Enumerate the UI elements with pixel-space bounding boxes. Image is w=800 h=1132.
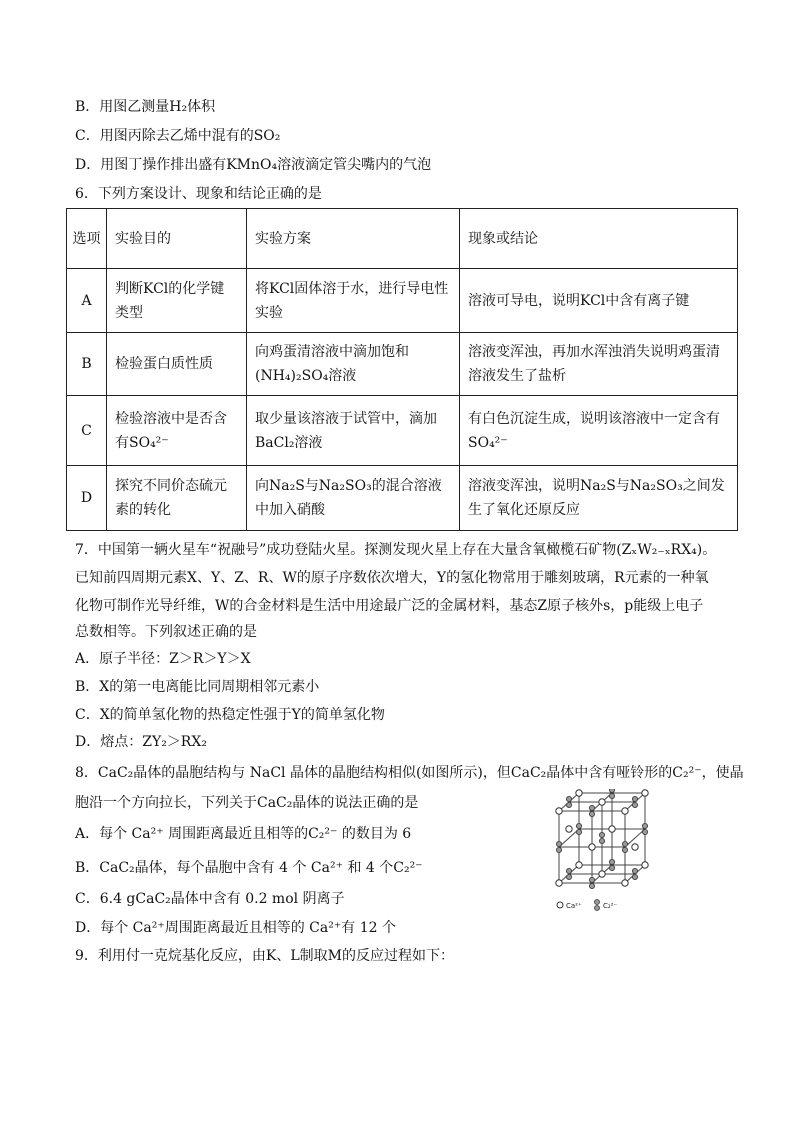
line-q9: 9．利用付一克烷基化反应，由K、L制取M的反应过程如下： bbox=[75, 948, 454, 964]
table-cell: 有白色沉淀生成，说明该溶液中一定含有SO₄²⁻ bbox=[460, 396, 738, 466]
table-header-cell: 现象或结论 bbox=[460, 209, 738, 269]
table-cell: 检验溶液中是否含有SO₄²⁻ bbox=[107, 396, 247, 466]
table-cell: 将KCl固体溶于水，进行导电性实验 bbox=[247, 269, 460, 333]
line-q7-4: 总数相等。下列叙述正确的是 bbox=[75, 624, 257, 640]
table-row bbox=[67, 269, 738, 333]
table-cell: 向Na₂S与Na₂SO₃的混合溶液中加入硝酸 bbox=[247, 466, 460, 531]
experiment-table bbox=[66, 208, 738, 531]
line-q7-2: 已知前四周期元素X、Y、Z、R、W的原子序数依次增大，Y的氢化物常用于雕刻玻璃，R元素的一种氧 bbox=[75, 570, 709, 586]
table-header-cell: 选项 bbox=[67, 209, 107, 269]
option-7a: A．原子半径：Z＞R＞Y＞X bbox=[75, 651, 251, 667]
table-cell: B bbox=[67, 333, 107, 396]
table-cell: 检验蛋白质性质 bbox=[107, 333, 247, 396]
table-row bbox=[67, 333, 738, 396]
table-header-cell: 实验方案 bbox=[247, 209, 460, 269]
legend-c2-label: C₂²⁻ bbox=[603, 902, 618, 910]
table-cell: 溶液变浑浊，再加水浑浊消失说明鸡蛋清溶液发生了盐析 bbox=[460, 333, 738, 396]
line-q5d: D．用图丁操作排出盛有KMnO₄溶液滴定管尖嘴内的气泡 bbox=[75, 157, 432, 173]
table-cell: C bbox=[67, 396, 107, 466]
line-q5c: C．用图丙除去乙烯中混有的SO₂ bbox=[75, 128, 281, 144]
line-q7-1: 7．中国第一辆火星车“祝融号”成功登陆火星。探测发现火星上存在大量含氧橄榄石矿物(ZₓW₂₋ₓRX₄)。 bbox=[75, 542, 717, 558]
cac2-unit-cell-figure bbox=[553, 789, 653, 914]
table-cell: 向鸡蛋清溶液中滴加饱和(NH₄)₂SO₄溶液 bbox=[247, 333, 460, 396]
table-row bbox=[67, 466, 738, 531]
table-cell: 溶液变浑浊，说明Na₂S与Na₂SO₃之间发生了氧化还原反应 bbox=[460, 466, 738, 531]
option-7c: C．X的简单氢化物的热稳定性强于Y的简单氢化物 bbox=[75, 707, 385, 723]
option-8a: A．每个 Ca²⁺ 周围距离最近且相等的C₂²⁻ 的数目为 6 bbox=[75, 826, 412, 842]
table-cell: A bbox=[67, 269, 107, 333]
table-cell: D bbox=[67, 466, 107, 531]
option-7d: D．熔点：ZY₂＞RX₂ bbox=[75, 734, 207, 750]
line-q8-1: 8．CaC₂晶体的晶胞结构与 NaCl 晶体的晶胞结构相似(如图所示)，但CaC₂晶体中含有哑铃形的C₂²⁻，使晶 bbox=[75, 765, 744, 781]
option-8d: D．每个 Ca²⁺周围距离最近且相等的 Ca²⁺有 12 个 bbox=[75, 920, 396, 936]
line-q6: 6．下列方案设计、现象和结论正确的是 bbox=[75, 186, 322, 202]
legend-ca-label: Ca²⁺ bbox=[566, 902, 582, 910]
line-q8-2: 胞沿一个方向拉长，下列关于CaC₂晶体的说法正确的是 bbox=[75, 795, 419, 811]
option-8c: C．6.4 gCaC₂晶体中含有 0.2 mol 阴离子 bbox=[75, 891, 345, 907]
table-cell: 取少量该溶液于试管中，滴加BaCl₂溶液 bbox=[247, 396, 460, 466]
table-cell: 溶液可导电，说明KCl中含有离子键 bbox=[460, 269, 738, 333]
table-header-row bbox=[67, 209, 738, 269]
table-cell: 判断KCl的化学键类型 bbox=[107, 269, 247, 333]
option-7b: B．X的第一电离能比同周期相邻元素小 bbox=[75, 679, 320, 695]
table-cell: 探究不同价态硫元素的转化 bbox=[107, 466, 247, 531]
line-q7-3: 化物可制作光导纤维，W的合金材料是生活中用途最广泛的金属材料，基态Z原子核外s，p能级上电子 bbox=[75, 598, 704, 614]
line-q5b: B．用图乙测量H₂体积 bbox=[75, 99, 216, 115]
option-8b: B．CaC₂晶体，每个晶胞中含有 4 个 Ca²⁺ 和 4 个C₂²⁻ bbox=[75, 860, 423, 876]
table-row bbox=[67, 396, 738, 466]
table-header-cell: 实验目的 bbox=[107, 209, 247, 269]
